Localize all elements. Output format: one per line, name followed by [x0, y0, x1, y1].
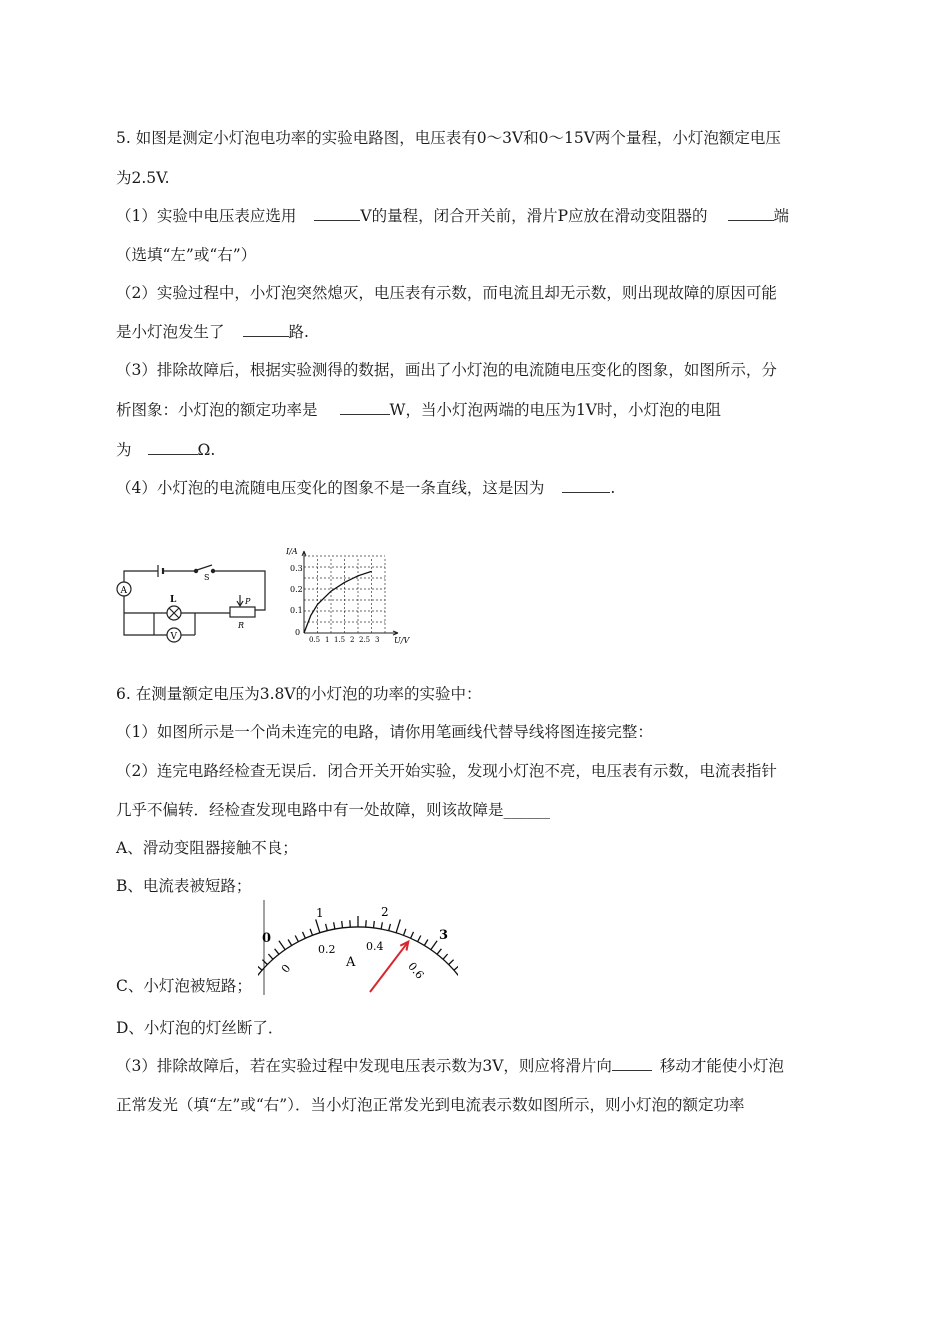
- q5-part3-text-d: Ω.: [197, 441, 216, 459]
- q5-part4-text-a: （4）小灯泡的电流随电压变化的图象不是一条直线，这是因为: [116, 479, 545, 497]
- x-axis-label: U/V: [394, 636, 410, 645]
- inner-scale-label: 0: [278, 961, 294, 976]
- x-tick-label: 1.5: [334, 636, 346, 644]
- ammeter-label: A: [120, 586, 127, 596]
- q6-option-d: D、小灯泡的灯丝断了．: [116, 1019, 284, 1037]
- x-tick-label: 2: [350, 636, 355, 644]
- q6-part1: （1）如图所示是一个尚未连完的电路，请你用笔画线代替导线将图连接完整：: [116, 723, 653, 741]
- q6-option-a: A、滑动变阻器接触不良；: [116, 839, 298, 857]
- q5-blank-resistance[interactable]: [148, 440, 198, 455]
- outer-scale-label: 0: [262, 931, 272, 946]
- scale-tick: [288, 940, 292, 946]
- q5-part4-line: [116, 478, 615, 498]
- outer-scale-label: 1: [316, 906, 324, 920]
- scale-tick: [449, 960, 454, 965]
- x-tick-label: 1: [325, 636, 330, 644]
- q6-part3-line1: [116, 1056, 784, 1076]
- scale-tick: [262, 960, 267, 965]
- q5-part2-line2: [116, 322, 309, 342]
- scale-tick: [374, 921, 375, 928]
- q6-option-c: C、小灯泡被短路；: [116, 977, 252, 995]
- lamp-label: L: [170, 595, 177, 605]
- y-tick-label: 0.1: [290, 606, 303, 615]
- q5-blank-range[interactable]: [314, 206, 360, 221]
- x-tick-label: 0.5: [309, 636, 321, 644]
- scale-tick: [258, 966, 262, 971]
- unit-label: A: [346, 955, 356, 970]
- q5-part1-line: [116, 206, 789, 226]
- scale-tick: [424, 940, 428, 946]
- scale-tick: [396, 919, 400, 932]
- q6-part3-text-a: （3）排除故障后，若在实验过程中发现电压表示数为3V，则应将滑片向: [116, 1057, 612, 1075]
- q5-part3-line3: [116, 440, 215, 460]
- q6-blank-direction[interactable]: [612, 1056, 652, 1071]
- scale-tick: [334, 922, 335, 929]
- q6-option-b: B、电流表被短路；: [116, 877, 252, 895]
- scale-tick: [404, 929, 406, 936]
- inner-scale-label: 0.2: [318, 943, 336, 956]
- scale-tick: [268, 954, 273, 959]
- y-tick-label: 0.2: [290, 585, 303, 594]
- q6-part2-line2: 几乎不偏转．经检查发现电路中有一处故障，则该故障是______: [116, 801, 551, 819]
- y-axis-label: I/A: [286, 547, 298, 556]
- ammeter-dial: [258, 900, 458, 995]
- scale-tick: [381, 922, 382, 929]
- q5-stem-line1: 5. 如图是测定小灯泡电功率的实验电路图，电压表有0～3V和0～15V两个量程，小灯泡额定电压: [116, 129, 781, 147]
- x-tick-label: 3: [375, 636, 380, 644]
- scale-tick: [418, 936, 421, 942]
- y-tick-label: 0: [295, 628, 301, 637]
- scale-tick: [275, 949, 279, 955]
- iu-curve: [304, 571, 372, 633]
- q6-part3-line2: 正常发光（填“左”或“右”）．当小灯泡正常发光到电流表示数如图所示，则小灯泡的额定功率: [116, 1096, 745, 1114]
- scale-tick: [389, 924, 391, 931]
- q5-blank-power[interactable]: [340, 400, 390, 415]
- q5-part1-text-a: （1）实验中电压表应选用: [116, 207, 297, 225]
- outer-scale-label: 3: [439, 928, 449, 943]
- q5-part1-text-c: 端: [773, 207, 790, 225]
- scale-tick: [326, 924, 328, 931]
- scale-tick: [411, 932, 414, 938]
- rheostat-label: R: [238, 621, 245, 630]
- circuit-diagram: [110, 555, 270, 645]
- scale-tick: [310, 929, 312, 936]
- scale-tick: [443, 954, 448, 959]
- inner-scale-label: 0.4: [366, 940, 384, 953]
- inner-scale-label: 0.6: [405, 959, 427, 982]
- q5-part3-text-c: 为: [116, 441, 132, 459]
- scale-tick: [316, 919, 320, 932]
- scale-tick: [295, 936, 298, 942]
- q5-part2-text-b: 路.: [288, 323, 309, 341]
- q5-blank-fault[interactable]: [243, 322, 289, 337]
- y-tick-label: 0.3: [290, 564, 303, 573]
- scale-tick: [437, 949, 441, 955]
- q5-part3-line2: [116, 400, 721, 420]
- x-tick-label: 2.5: [359, 636, 371, 644]
- q6-part2-line1: （2）连完电路经检查无误后．闭合开关开始实验，发现小灯泡不亮，电压表有示数，电流表指针: [116, 762, 777, 780]
- q5-part3-line1: （3）排除故障后，根据实验测得的数据，画出了小灯泡的电流随电压变化的图象，如图所示，分: [116, 361, 777, 379]
- scale-tick: [454, 966, 458, 971]
- scale-tick: [279, 941, 285, 950]
- switch-label: S: [204, 573, 210, 582]
- scale-tick: [303, 932, 306, 938]
- q5-part2-text-a: 是小灯泡发生了: [116, 323, 225, 341]
- scale-tick: [350, 920, 351, 927]
- q5-part1-note: （选填“左”或“右”）: [116, 246, 257, 264]
- q5-part3-text-a: 析图象：小灯泡的额定功率是: [116, 401, 318, 419]
- q5-part3-text-b: W，当小灯泡两端的电压为1V时，小灯泡的电阻: [389, 401, 722, 419]
- scale-tick: [366, 920, 367, 927]
- voltmeter-label: V: [170, 632, 177, 642]
- scale-tick: [431, 941, 437, 950]
- q5-part4-text-b: .: [610, 479, 616, 497]
- q5-blank-side[interactable]: [728, 206, 774, 221]
- q5-stem-line2: 为2.5V.: [116, 169, 170, 187]
- q5-blank-reason[interactable]: [562, 478, 610, 493]
- q6-part3-text-b: 移动才能使小灯泡: [659, 1057, 784, 1075]
- outer-scale-label: 2: [381, 905, 389, 919]
- slider-label: P: [245, 597, 251, 606]
- iu-graph: [282, 545, 417, 645]
- q5-part2-line1: （2）实验过程中，小灯泡突然熄灭，电压表有示数，而电流且却无示数，则出现故障的原因可能: [116, 284, 777, 302]
- scale-tick: [342, 921, 343, 928]
- q6-stem: 6. 在测量额定电压为3.8V的小灯泡的功率的实验中：: [116, 685, 482, 703]
- q5-part1-text-b: V的量程，闭合开关前，滑片P应放在滑动变阻器的: [360, 207, 708, 225]
